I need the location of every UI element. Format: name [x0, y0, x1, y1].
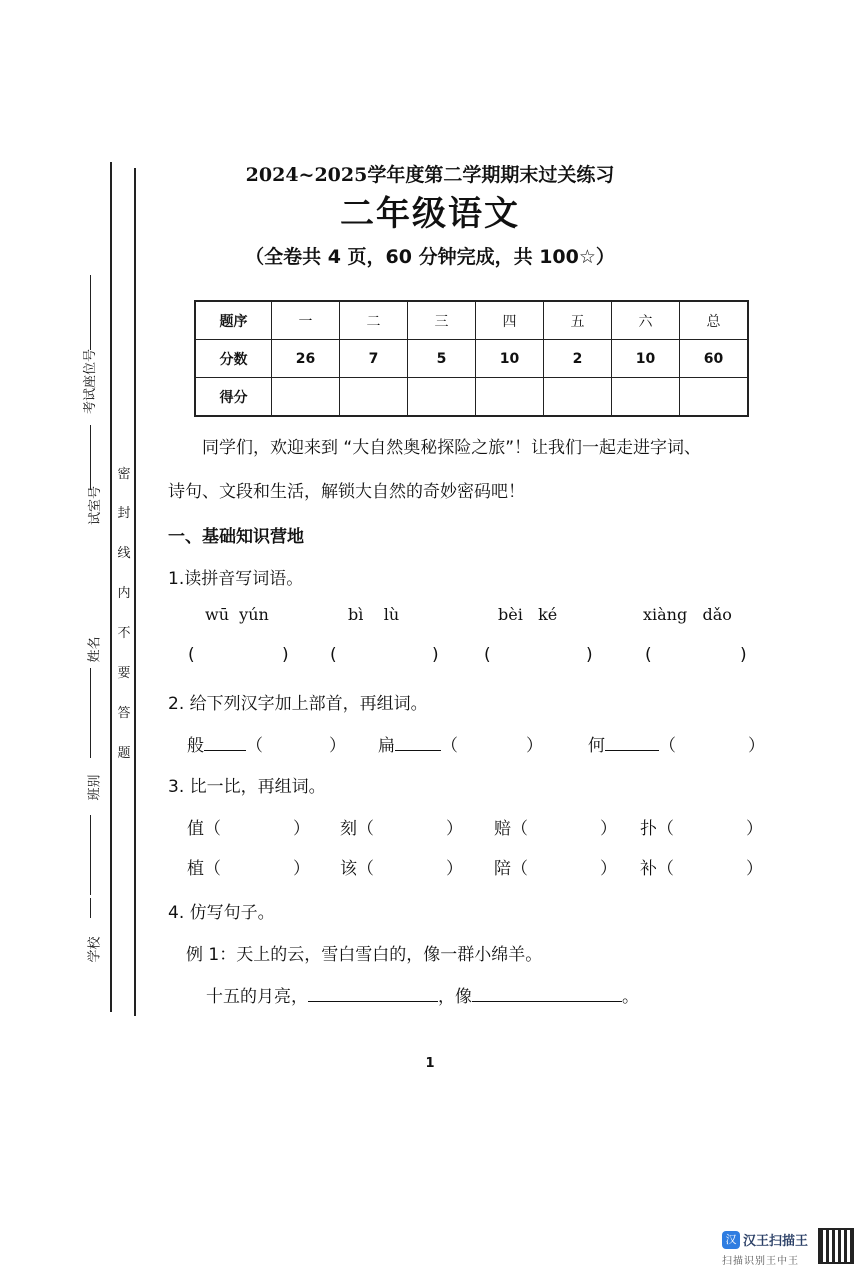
blank-name[interactable] [90, 668, 91, 758]
label-school: 学校 [87, 936, 103, 963]
column-header: 三 [408, 301, 476, 340]
pinyin-1: wū yún [205, 605, 269, 624]
q2-char: 何 [588, 736, 605, 756]
q3-item: 陪（ ） [494, 859, 617, 879]
q4-part-1: 十五的月亮， [206, 987, 308, 1007]
exam-title: 二年级语文 [340, 194, 520, 234]
q3-char: 值 [187, 819, 204, 839]
points-cell: 10 [612, 340, 680, 378]
score-table [194, 300, 749, 417]
table-row [195, 378, 748, 417]
pinyin-4: xiàng dǎo [643, 605, 732, 624]
seal-char: 内 [117, 586, 131, 601]
question-3-prompt: 3. 比一比，再组词。 [168, 777, 326, 797]
intro-paragraph [168, 426, 778, 514]
points-cell: 26 [272, 340, 340, 378]
score-input-cell[interactable] [340, 378, 408, 417]
watermark-subtitle: 扫描识别王中王 [722, 1256, 799, 1267]
section-title: 一、基础知识营地 [168, 527, 304, 547]
q3-char: 刻 [340, 819, 357, 839]
blank-exam-room[interactable] [90, 425, 91, 490]
q4-part-2: ，像 [438, 987, 472, 1007]
q2-item: 扁 （ ） [378, 731, 543, 756]
intro-line-1: 同学们，欢迎来到 “大自然奥秘探险之旅”！让我们一起走进字词、 [202, 438, 702, 458]
answer-blank[interactable] [655, 645, 740, 665]
points-cell: 10 [476, 340, 544, 378]
seal-char: 答 [117, 706, 131, 721]
sentence-blank-1[interactable] [308, 983, 438, 1002]
label-exam-seat: 考试座位号 [83, 348, 99, 415]
seal-char: 不 [117, 626, 131, 641]
score-input-cell[interactable] [272, 378, 340, 417]
pinyin-2: bì lù [348, 605, 400, 624]
q3-char: 该 [340, 859, 357, 879]
blank-exam-seat[interactable] [90, 275, 91, 350]
points-cell: 60 [680, 340, 749, 378]
radical-blank[interactable] [395, 732, 441, 751]
answer-blank[interactable] [340, 645, 430, 665]
answer-paren-open: ( [330, 645, 337, 665]
pinyin-3: bèi ké [498, 605, 558, 624]
column-header: 六 [612, 301, 680, 340]
seal-char: 封 [117, 506, 131, 521]
row-header: 得分 [195, 378, 272, 417]
q3-char: 补 [640, 859, 657, 879]
radical-blank[interactable] [605, 732, 659, 751]
points-cell: 5 [408, 340, 476, 378]
label-exam-room: 试室号 [88, 485, 104, 526]
q3-item: 该（ ） [340, 859, 463, 879]
answer-paren-open: ( [484, 645, 491, 665]
q3-item: 赔（ ） [494, 819, 617, 839]
row-header: 题序 [195, 301, 272, 340]
scanner-logo-icon: 汉 [722, 1231, 740, 1249]
q3-char: 陪 [494, 859, 511, 879]
answer-blank[interactable] [198, 645, 278, 665]
table-row [195, 301, 748, 340]
binding-line-inner [110, 162, 112, 1012]
q3-char: 赔 [494, 819, 511, 839]
binding-line-outer [134, 168, 136, 1016]
score-input-cell[interactable] [476, 378, 544, 417]
question-1-prompt: 1.读拼音写词语。 [168, 569, 304, 589]
answer-paren-open: ( [188, 645, 195, 665]
sentence-blank-2[interactable] [472, 983, 622, 1002]
seal-char: 线 [117, 546, 131, 561]
score-input-cell[interactable] [544, 378, 612, 417]
q2-char: 般 [187, 736, 204, 756]
qr-code-icon [818, 1228, 854, 1264]
scanner-watermark [722, 1228, 858, 1272]
answer-paren-close: ) [282, 645, 289, 665]
score-input-cell[interactable] [612, 378, 680, 417]
answer-blank[interactable] [494, 645, 584, 665]
blank-school[interactable] [90, 898, 91, 918]
score-input-cell[interactable] [408, 378, 476, 417]
points-cell: 7 [340, 340, 408, 378]
radical-blank[interactable] [204, 732, 246, 751]
q2-item: 何 （ ） [588, 731, 765, 756]
q3-item: 值（ ） [187, 819, 310, 839]
seal-char: 要 [117, 666, 131, 681]
question-2-prompt: 2. 给下列汉字加上部首，再组词。 [168, 694, 428, 714]
label-class: 班别 [87, 774, 103, 801]
page-number: 1 [425, 1056, 435, 1071]
answer-paren-close: ) [740, 645, 747, 665]
exam-subtitle: 2024~2025学年度第二学期期末过关练习 [245, 164, 615, 186]
exam-note: （全卷共 4 页，60 分钟完成，共 100☆） [245, 246, 615, 268]
column-header: 五 [544, 301, 612, 340]
q4-part-3: 。 [622, 987, 639, 1007]
points-cell: 2 [544, 340, 612, 378]
column-header: 总 [680, 301, 749, 340]
watermark-title: 汉王扫描王 [743, 1234, 809, 1249]
q2-item: 般 （ ） [187, 731, 346, 756]
seal-char: 密 [117, 467, 131, 482]
column-header: 二 [340, 301, 408, 340]
q3-item: 刻（ ） [340, 819, 463, 839]
q4-answer-line [206, 982, 639, 1007]
q3-item: 补（ ） [640, 859, 763, 879]
answer-paren-close: ) [432, 645, 439, 665]
score-input-cell[interactable] [680, 378, 749, 417]
label-name: 姓名 [87, 636, 103, 663]
seal-char: 题 [117, 746, 131, 761]
blank-class[interactable] [90, 815, 91, 895]
column-header: 四 [476, 301, 544, 340]
answer-paren-open: ( [645, 645, 652, 665]
q3-char: 植 [187, 859, 204, 879]
question-4-prompt: 4. 仿写句子。 [168, 903, 275, 923]
table-row [195, 340, 748, 378]
q2-char: 扁 [378, 736, 395, 756]
answer-paren-close: ) [586, 645, 593, 665]
q3-item: 扑（ ） [640, 819, 763, 839]
intro-line-2: 诗句、文段和生活，解锁大自然的奇妙密码吧！ [168, 482, 525, 502]
q3-item: 植（ ） [187, 859, 310, 879]
column-header: 一 [272, 301, 340, 340]
row-header: 分数 [195, 340, 272, 378]
q3-char: 扑 [640, 819, 657, 839]
q4-example: 例 1：天上的云，雪白雪白的，像一群小绵羊。 [186, 945, 543, 965]
